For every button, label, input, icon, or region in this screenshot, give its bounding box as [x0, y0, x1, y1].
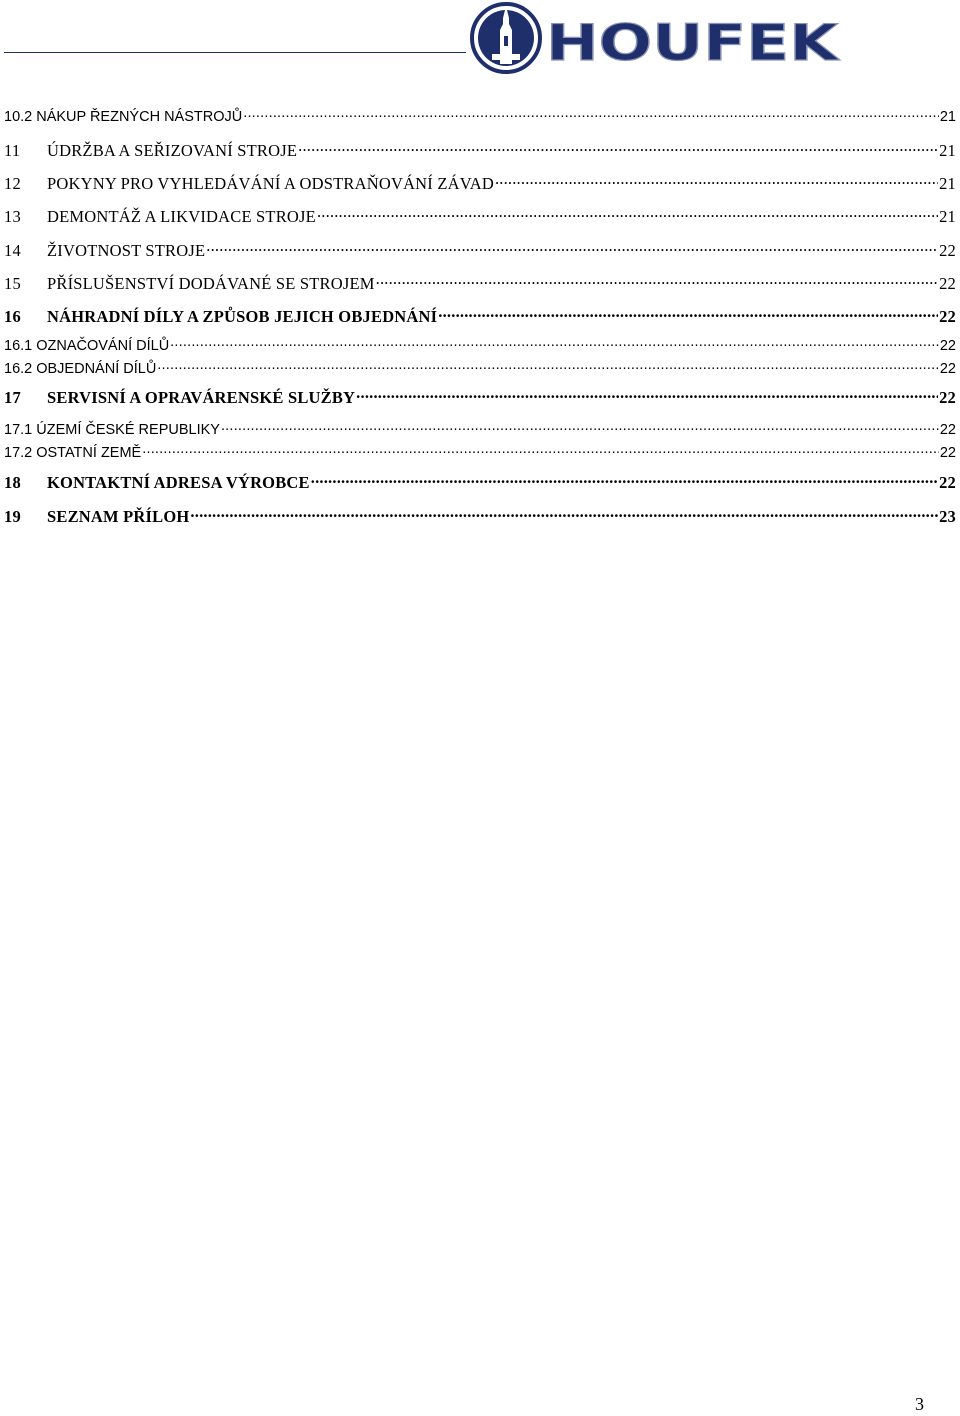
toc-entry[interactable] — [4, 205, 956, 227]
toc-entry-title: OBJEDNÁNÍ DÍLŮ — [36, 360, 157, 377]
toc-entry[interactable] — [4, 305, 956, 327]
toc-entry[interactable] — [4, 139, 956, 161]
dot-leader — [495, 172, 938, 189]
toc-entry-page: 21 — [939, 140, 956, 160]
tower-emblem-icon — [472, 4, 540, 72]
toc-entry-title: PŘÍSLUŠENSTVÍ DODÁVANÉ SE STROJEM — [47, 273, 375, 293]
toc-entry-title: SERVISNÍ A OPRAVÁRENSKÉ SLUŽBY — [47, 387, 356, 407]
toc-entry-title: POKYNY PRO VYHLEDÁVÁNÍ A ODSTRAŇOVÁNÍ ZÁVAD — [47, 173, 494, 193]
toc-entry[interactable] — [4, 239, 956, 261]
toc-entry[interactable] — [4, 335, 956, 354]
houfek-logo — [462, 0, 846, 76]
toc-entry-title: OZNAČOVÁNÍ DÍLŮ — [36, 337, 170, 354]
toc-entry[interactable] — [4, 358, 956, 377]
toc-entry[interactable] — [4, 272, 956, 294]
toc-entry-title: SEZNAM PŘÍLOH — [47, 506, 190, 526]
dot-leader — [311, 471, 938, 488]
toc-entry-page: 22 — [939, 337, 956, 354]
toc-entry-page: 22 — [939, 472, 956, 492]
toc-entry[interactable] — [4, 505, 956, 527]
toc-entry-title: NÁHRADNÍ DÍLY A ZPŮSOB JEJICH OBJEDNÁNÍ — [47, 306, 438, 326]
dot-leader — [221, 419, 939, 434]
toc-entry-page: 22 — [939, 387, 956, 407]
toc-entry-page: 21 — [939, 206, 956, 226]
houfek-wordmark — [546, 14, 841, 72]
page-header — [0, 0, 960, 80]
toc-entry-number: 16.1 — [4, 337, 33, 354]
toc-entry-number: 10.2 — [4, 108, 33, 125]
toc-entry-title: KONTAKTNÍ ADRESA VÝROBCE — [47, 472, 310, 492]
toc-entry-number: 17.2 — [4, 444, 33, 461]
dot-leader — [376, 272, 938, 289]
toc-entry-number: 19 — [4, 506, 21, 526]
toc-entry-page: 22 — [939, 444, 956, 461]
toc-entry-title: ÚDRŽBA A SEŘIZOVANÍ STROJE — [47, 140, 298, 160]
svg-text:HOUFEK: HOUFEK — [546, 14, 841, 72]
dot-leader — [157, 358, 939, 373]
toc-entry-number: 12 — [4, 173, 21, 193]
toc-entry-number: 15 — [4, 273, 21, 293]
toc-entry[interactable] — [4, 172, 956, 194]
dot-leader — [142, 442, 939, 457]
dot-leader — [190, 505, 938, 522]
toc-entry-page: 22 — [939, 240, 956, 260]
toc-entry-number: 17.1 — [4, 421, 33, 438]
toc-entry-title: ÚZEMÍ ČESKÉ REPUBLIKY — [36, 421, 220, 438]
toc-entry-page: 22 — [939, 306, 956, 326]
header-rule — [4, 52, 466, 53]
page-number: 3 — [915, 1394, 924, 1414]
dot-leader — [206, 239, 938, 256]
toc-entry-title: OSTATNÍ ZEMĚ — [36, 444, 142, 461]
toc-entry[interactable] — [4, 106, 956, 125]
dot-leader — [170, 335, 939, 350]
toc-entry-page: 22 — [939, 360, 956, 377]
toc-entry-title: NÁKUP ŘEZNÝCH NÁSTROJŮ — [36, 108, 243, 125]
dot-leader — [356, 386, 938, 403]
dot-leader — [317, 205, 938, 222]
toc-entry-number: 16.2 — [4, 360, 33, 377]
toc-entry-number: 11 — [4, 140, 21, 160]
toc-entry[interactable] — [4, 419, 956, 438]
toc-entry-page: 22 — [939, 273, 956, 293]
toc-entry-page: 21 — [939, 108, 956, 125]
toc-entry-page: 21 — [939, 173, 956, 193]
dot-leader — [243, 106, 939, 121]
toc-entry[interactable] — [4, 386, 956, 408]
dot-leader — [298, 139, 938, 156]
toc-entry-page: 23 — [939, 506, 956, 526]
toc-entry-number: 13 — [4, 206, 21, 226]
toc-entry-number: 18 — [4, 472, 21, 492]
toc-entry-title: ŽIVOTNOST STROJE — [47, 240, 206, 260]
dot-leader — [438, 305, 938, 322]
toc-entry[interactable] — [4, 442, 956, 461]
toc-entry-number: 16 — [4, 306, 21, 326]
toc-entry[interactable] — [4, 471, 956, 493]
toc-entry-number: 14 — [4, 240, 21, 260]
toc-entry-number: 17 — [4, 387, 21, 407]
toc-entry-page: 22 — [939, 421, 956, 438]
toc-entry-title: DEMONTÁŽ A LIKVIDACE STROJE — [47, 206, 316, 226]
